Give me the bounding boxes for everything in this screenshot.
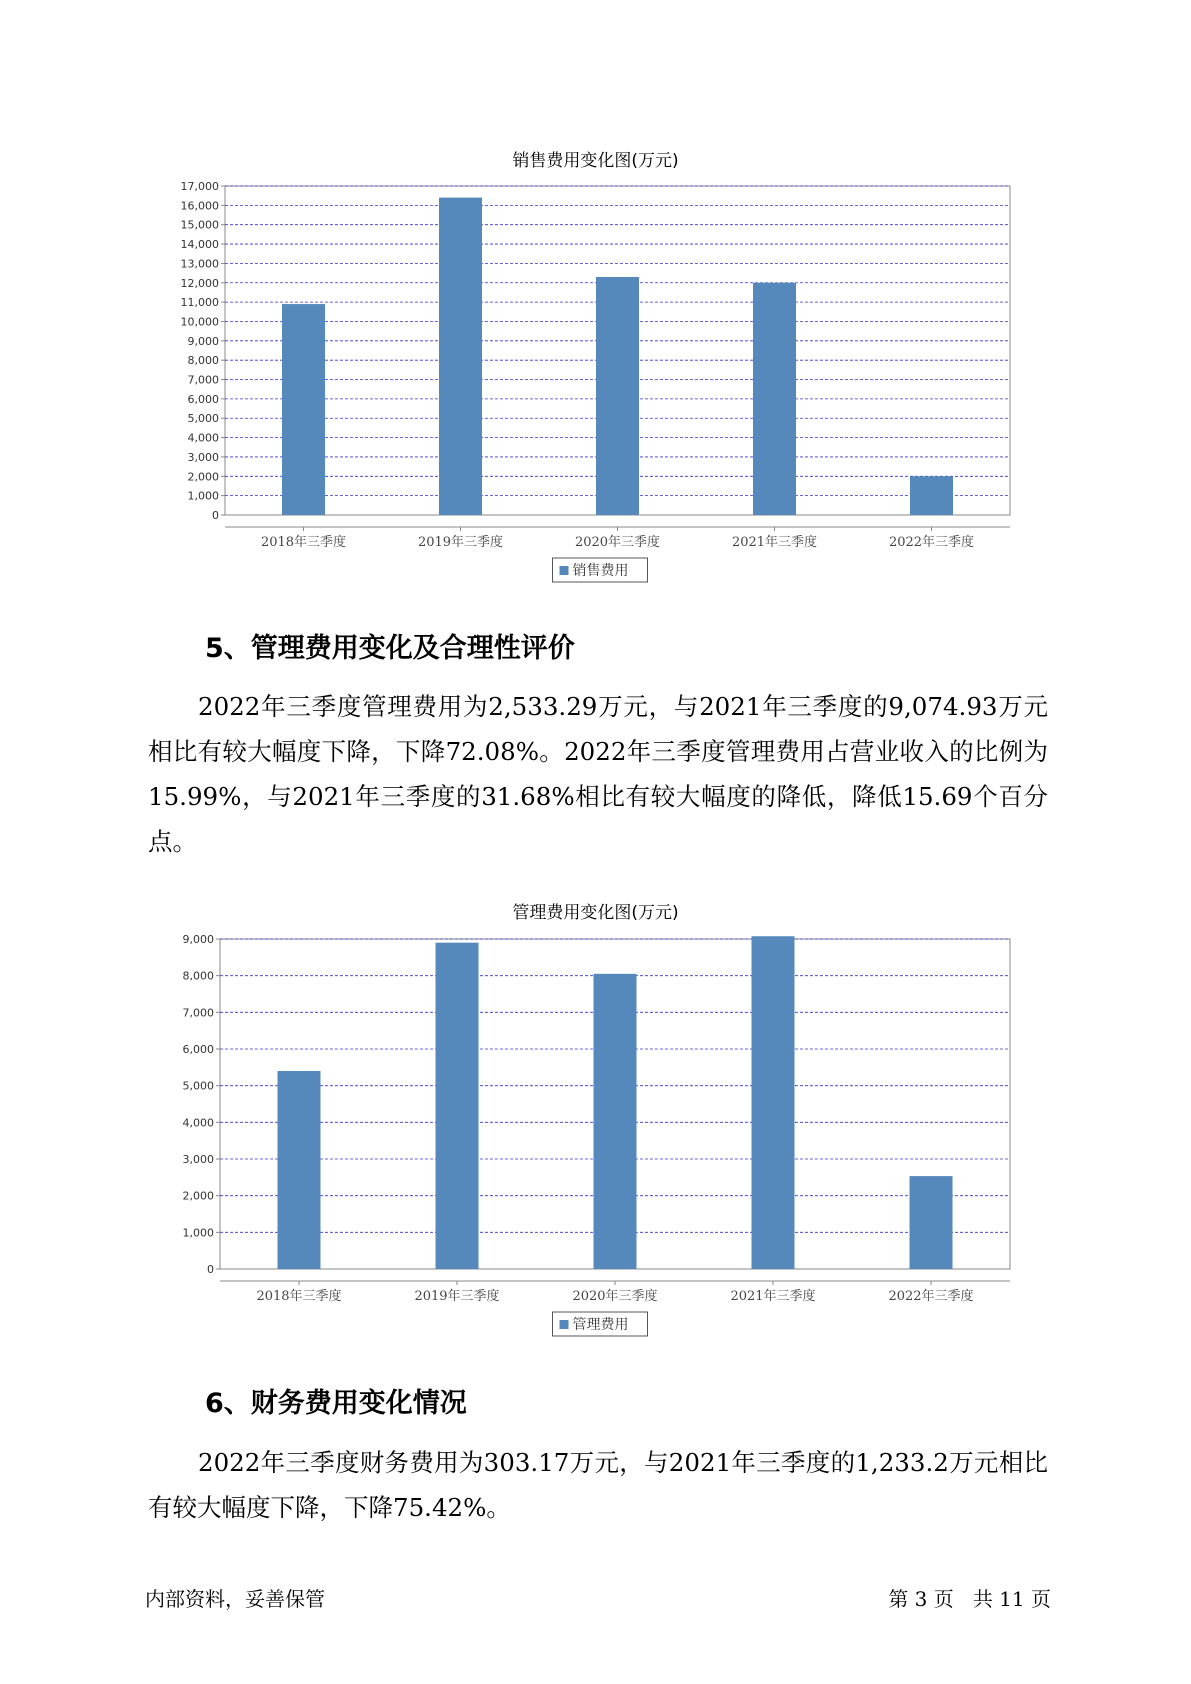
x-tick-label: 2018年三季度 [260,535,347,550]
section-5-heading: 5、管理费用变化及合理性评价 [205,633,575,664]
y-tick-label: 3,000 [187,450,219,464]
section-5-paragraph: 2022年三季度管理费用为2,533.29万元，与2021年三季度的9,074.93万元相比有较大幅度下降，下降72.08%。2022年三季度管理费用占营业收入的比例为15.99%，与2021年三季度的31.68%相比有较大幅度的降低，降低15.69个百分点。 [148,692,1048,856]
bar [282,304,325,515]
y-tick-label: 9,000 [187,334,219,348]
y-tick-label: 4,000 [187,431,219,445]
x-tick-label: 2019年三季度 [414,1289,500,1304]
x-tick-label: 2020年三季度 [572,1289,658,1304]
y-tick-label: 1,000 [182,1226,214,1240]
legend-swatch [560,566,569,575]
chart1-title: 销售费用变化图(万元) [512,151,679,171]
y-tick-label: 6,000 [182,1043,214,1056]
y-tick-label: 12,000 [180,276,219,290]
x-tick-label: 2019年三季度 [417,535,504,550]
y-tick-label: 0 [207,1263,214,1276]
x-tick-label: 2021年三季度 [730,1289,816,1304]
bar [910,476,953,515]
bar [752,936,795,1269]
y-tick-label: 7,000 [182,1006,214,1020]
legend [553,558,648,582]
footer-confidential-note: 内部资料，妥善保管 [145,1587,325,1611]
y-tick-label: 11,000 [180,296,219,310]
y-tick-label: 17,000 [180,180,219,193]
bar [436,943,479,1269]
legend [553,1312,648,1336]
section-6-paragraph: 2022年三季度财务费用为303.17万元，与2021年三季度的1,233.2万元相比有较大幅度下降，下降75.42%。 [148,1448,1048,1522]
chart2-title: 管理费用变化图(万元) [512,903,679,923]
y-tick-label: 3,000 [182,1153,214,1166]
legend-swatch [560,1320,569,1329]
bar [753,283,796,515]
bar [278,1071,321,1269]
x-tick-label: 2022年三季度 [888,535,975,550]
y-tick-label: 2,000 [182,1189,214,1203]
bar [596,277,639,515]
x-tick-label: 2021年三季度 [731,535,818,550]
legend-label: 管理费用 [572,1317,629,1333]
y-tick-label: 2,000 [187,470,219,484]
y-tick-label: 4,000 [182,1116,214,1130]
bar [439,198,482,515]
y-tick-label: 8,000 [182,969,214,983]
bar [594,974,637,1269]
y-tick-label: 8,000 [187,354,219,368]
x-tick-label: 2020年三季度 [574,535,661,550]
legend-label: 销售费用 [572,563,629,579]
y-tick-label: 13,000 [180,257,219,271]
admin-expense-chart [0,925,1191,1345]
y-tick-label: 14,000 [180,238,219,252]
y-tick-label: 15,000 [180,218,219,232]
y-tick-label: 10,000 [180,315,219,329]
x-tick-label: 2022年三季度 [888,1289,974,1304]
sales-expense-chart [0,170,1191,590]
x-tick-label: 2018年三季度 [256,1289,342,1304]
y-tick-label: 16,000 [180,199,219,213]
footer-page-number: 第 3 页 共 11 页 [888,1587,1051,1611]
y-tick-label: 5,000 [182,1079,214,1093]
y-tick-label: 6,000 [187,392,219,406]
y-tick-label: 7,000 [187,373,219,387]
y-tick-label: 5,000 [187,412,219,426]
y-tick-label: 9,000 [182,933,214,946]
y-tick-label: 1,000 [187,489,219,503]
y-tick-label: 0 [212,509,219,522]
bar [910,1176,953,1269]
section-6-heading: 6、财务费用变化情况 [205,1388,467,1419]
